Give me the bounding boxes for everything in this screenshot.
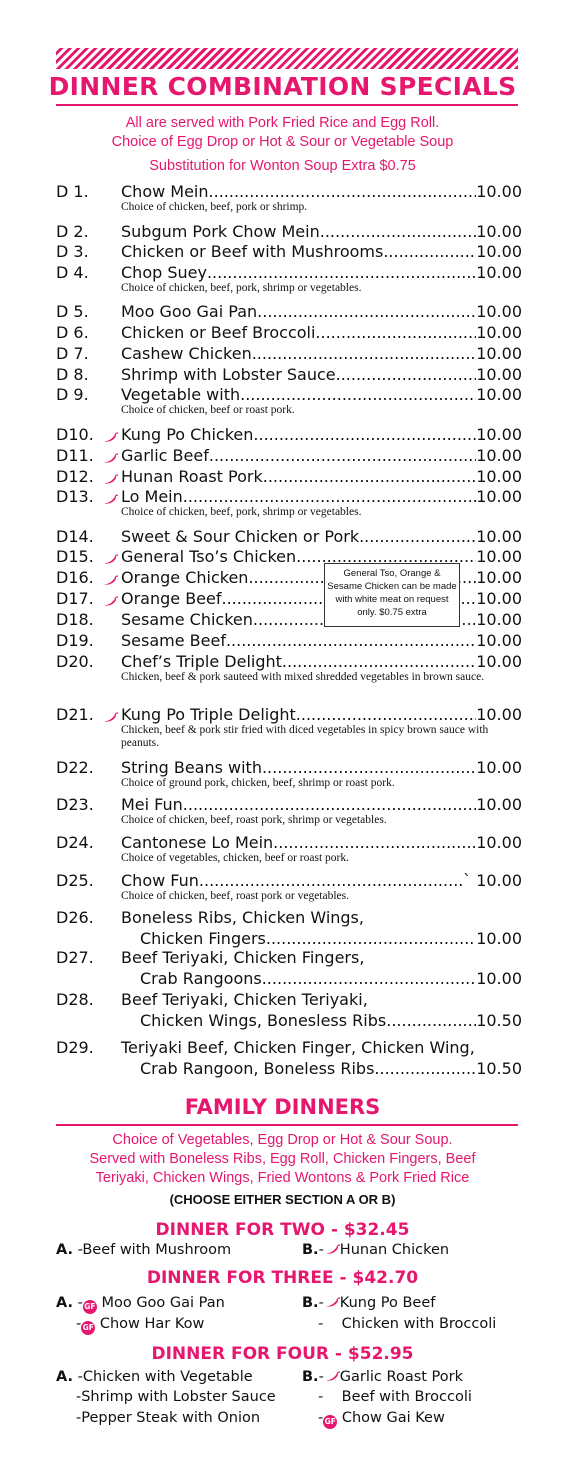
dot-leader — [374, 1059, 476, 1079]
item-line — [121, 568, 522, 588]
item-line — [121, 547, 522, 567]
pepper-icon — [324, 1294, 340, 1305]
item-line — [121, 263, 522, 283]
item-price: 10.00 — [476, 929, 522, 948]
item-code: D14. — [56, 527, 94, 546]
item-line — [121, 1038, 522, 1058]
item-code: D19. — [56, 631, 94, 650]
dot-leader — [199, 871, 463, 891]
dot-leader — [315, 323, 476, 343]
label-b: B. — [302, 1295, 319, 1311]
item-price: 10.00 — [476, 705, 522, 724]
pepper-icon — [102, 449, 118, 460]
subtitle-3: Substitution for Wonton Soup Extra $0.75 — [149, 158, 416, 174]
item-price: 10.50 — [476, 1059, 522, 1078]
item-name: Kung Po Triple Delight — [121, 705, 296, 724]
item-line — [121, 467, 522, 487]
item-code: D17. — [56, 589, 94, 608]
three-a1: A. -GF Moo Goo Gai Pan — [56, 1293, 225, 1314]
item-name: Cashew Chicken — [121, 344, 252, 363]
item-price: 10.00 — [476, 652, 522, 671]
item-line — [121, 908, 522, 928]
item-line — [121, 610, 522, 630]
item-name: Cantonese Lo Mein — [121, 833, 274, 852]
label-a: A. — [56, 1242, 73, 1258]
item-line — [121, 446, 522, 466]
item-code: D 6. — [56, 323, 89, 342]
item-price: 10.00 — [476, 969, 522, 988]
two-b: B.- Hunan Chicken — [302, 1242, 450, 1258]
four-b2-text: Beef with Broccoli — [341, 1389, 472, 1405]
item-line — [121, 758, 522, 778]
dot-leader — [266, 929, 476, 949]
item-name: Chicken or Beef Broccoli — [121, 323, 316, 342]
dot-leader — [226, 631, 476, 651]
item-line — [121, 302, 522, 322]
item-price: 10.00 — [476, 589, 522, 608]
item-name: Orange Beef — [121, 589, 222, 608]
item-code: D28. — [56, 990, 94, 1009]
item-name: Beef Teriyaki, Chicken Teriyaki, — [121, 990, 368, 1009]
label-b: B. — [302, 1242, 319, 1258]
label-a: A. — [56, 1369, 73, 1385]
item-code: D25. — [56, 871, 94, 890]
item-price: 10.00 — [476, 758, 522, 777]
subtitle-1: All are served with Pork Fried Rice and Egg Roll. — [125, 115, 440, 131]
item-name: Crab Rangoon, Boneless Ribs — [140, 1059, 375, 1078]
item-name: General Tso’s Chicken — [121, 547, 297, 566]
item-price: 10.00 — [476, 568, 522, 587]
item-code: D 9. — [56, 385, 89, 404]
dot-leader — [253, 425, 476, 445]
item-line — [121, 487, 522, 507]
three-a2-text: Chow Har Kow — [99, 1316, 205, 1332]
label-a: A. — [56, 1295, 73, 1311]
three-b2: - Chicken with Broccoli — [318, 1316, 497, 1332]
item-line — [121, 527, 522, 547]
item-code: D24. — [56, 833, 94, 852]
item-price: 10.00 — [476, 631, 522, 650]
dot-leader — [257, 302, 476, 322]
dinner-for-four-title: DINNER FOR FOUR - $52.95 — [151, 1344, 414, 1364]
item-code: D11. — [56, 446, 94, 465]
item-code: D26. — [56, 908, 94, 927]
item-description: Choice of ground pork, chicken, beef, shrimp or roast pork. — [121, 777, 395, 789]
item-code: D21. — [56, 705, 94, 724]
item-line — [121, 242, 522, 262]
item-line — [121, 833, 522, 853]
two-a — [56, 1240, 231, 1261]
four-a1 — [56, 1367, 253, 1388]
item-code: D20. — [56, 652, 94, 671]
item-name: Lo Mein — [121, 487, 183, 506]
item-price: 10.00 — [476, 344, 522, 363]
item-price: 10.00 — [476, 323, 522, 342]
item-name: Moo Goo Gai Pan — [121, 302, 258, 321]
item-line — [121, 182, 522, 202]
item-description: Choice of chicken, beef, pork or shrimp. — [121, 201, 308, 213]
item-code: D15. — [56, 547, 94, 566]
item-name: Mei Fun — [121, 795, 183, 814]
menu-title: DINNER COMBINATION SPECIALS — [48, 72, 517, 101]
label-b: B. — [302, 1369, 319, 1385]
item-price: 10.00 — [476, 547, 522, 566]
dot-leader — [296, 705, 476, 725]
item-code: D10. — [56, 425, 94, 444]
family-sub-1: Choice of Vegetables, Egg Drop or Hot & Sour Soup. — [112, 1132, 453, 1148]
pepper-icon — [102, 470, 118, 481]
dot-leader — [207, 263, 476, 283]
three-b2-text: Chicken with Broccoli — [341, 1316, 497, 1332]
item-line — [121, 871, 522, 891]
item-code: D12. — [56, 467, 94, 486]
dot-leader — [262, 969, 476, 989]
item-description: Chicken, beef & pork stir fried with diced vegetables in spicy brown sauce with peanuts. — [121, 724, 489, 749]
gf-icon: GF — [81, 1321, 95, 1335]
pepper-icon — [102, 550, 118, 561]
four-a3: -Pepper Steak with Onion — [76, 1410, 261, 1426]
item-name: String Beans with — [121, 758, 262, 777]
dot-leader — [183, 795, 476, 815]
item-line — [121, 631, 522, 651]
dot-leader — [320, 222, 476, 242]
pepper-icon — [102, 708, 118, 719]
dot-leader — [359, 527, 476, 547]
item-price: 10.00 — [476, 365, 522, 384]
dinner-for-two-title: DINNER FOR TWO - $32.45 — [155, 1220, 410, 1240]
item-line — [140, 969, 522, 989]
header-stripe — [56, 48, 518, 69]
item-price: 10.00 — [476, 263, 522, 282]
item-code: D 1. — [56, 182, 89, 201]
item-code: D 2. — [56, 222, 89, 241]
item-line — [121, 990, 522, 1010]
family-sub-2: Served with Boneless Ribs, Egg Roll, Chicken Fingers, Beef — [89, 1151, 476, 1167]
item-code: D18. — [56, 610, 94, 629]
item-code: D 8. — [56, 365, 89, 384]
item-line — [121, 948, 522, 968]
dot-leader — [336, 365, 477, 385]
pepper-icon — [324, 1368, 340, 1379]
item-code: D 3. — [56, 242, 89, 261]
item-name: Garlic Beef — [121, 446, 209, 465]
four-b1-text: Garlic Roast Pork — [339, 1369, 464, 1385]
item-name: Chop Suey — [121, 263, 207, 282]
pepper-icon — [102, 428, 118, 439]
dinner-for-three-title: DINNER FOR THREE - $42.70 — [146, 1268, 419, 1288]
item-description: Choice of chicken, beef, pork, shrimp or vegetables. — [121, 282, 362, 294]
item-description: Chicken, beef & pork sauteed with mixed shredded vegetables in brown sauce. — [121, 671, 485, 683]
family-rule — [56, 1124, 518, 1126]
dot-leader — [209, 446, 476, 466]
item-code: D22. — [56, 758, 94, 777]
item-name: Subgum Pork Chow Mein — [121, 222, 320, 241]
item-code: D29. — [56, 1038, 94, 1057]
item-code: D13. — [56, 487, 94, 506]
item-price: 10.00 — [476, 242, 522, 261]
item-price: 10.00 — [476, 487, 522, 506]
three-b1: B.- Kung Po Beef — [302, 1295, 436, 1311]
item-line — [121, 705, 522, 725]
item-price: 10.00 — [476, 446, 522, 465]
dot-leader — [262, 758, 476, 778]
item-price: 10.00 — [476, 182, 522, 201]
item-price: 10.00 — [476, 527, 522, 546]
pepper-icon — [102, 490, 118, 501]
four-b1: B.- Garlic Roast Pork — [302, 1369, 464, 1385]
item-line — [140, 1059, 522, 1079]
item-description: Choice of chicken, beef, roast pork, shrimp or vegetables. — [121, 814, 387, 826]
subtitle-2: Choice of Egg Drop or Hot & Sour or Vegetable Soup — [111, 134, 454, 150]
item-name: Chow Mein — [121, 182, 209, 201]
item-name: Teriyaki Beef, Chicken Finger, Chicken Wing, — [121, 1038, 475, 1057]
item-price: 10.50 — [476, 1011, 522, 1030]
white-meat-note: General Tso, Orange & Sesame Chicken can be made with white meat on request only. $0.75 extra — [324, 563, 460, 627]
item-line — [121, 652, 522, 672]
three-b1-text: Kung Po Beef — [339, 1295, 436, 1311]
item-line — [121, 589, 522, 609]
gf-icon: GF — [83, 1300, 97, 1314]
item-code: D 4. — [56, 263, 89, 282]
pepper-icon — [324, 1241, 340, 1252]
four-a1-text: -Chicken with Vegetable — [77, 1369, 253, 1385]
dot-leader — [240, 385, 476, 405]
item-name: Chow Fun — [121, 871, 199, 890]
dot-leader — [209, 182, 477, 202]
item-line — [121, 222, 522, 242]
item-price: 10.00 — [476, 467, 522, 486]
item-code: D23. — [56, 795, 94, 814]
four-b3-text: Chow Gai Kew — [341, 1410, 445, 1426]
item-description: Choice of chicken, beef or roast pork. — [121, 404, 295, 416]
dot-leader — [273, 833, 476, 853]
item-price: 10.00 — [476, 833, 522, 852]
item-line — [121, 323, 522, 343]
item-name: Sesame Beef — [121, 631, 226, 650]
family-title: FAMILY DINNERS — [184, 1095, 381, 1119]
gf-icon: GF — [323, 1415, 337, 1429]
pepper-icon — [102, 592, 118, 603]
item-name: Chef’s Triple Delight — [121, 652, 282, 671]
item-code: D16. — [56, 568, 94, 587]
item-name: Shrimp with Lobster Sauce — [121, 365, 336, 384]
dot-leader — [183, 487, 476, 507]
item-name: Crab Rangoons — [140, 969, 262, 988]
item-code: D27. — [56, 948, 94, 967]
dot-leader — [383, 242, 476, 262]
item-line — [121, 365, 522, 385]
four-a2: -Shrimp with Lobster Sauce — [76, 1389, 276, 1405]
three-a2: -GF Chow Har Kow — [76, 1314, 204, 1335]
item-name: Beef Teriyaki, Chicken Fingers, — [121, 948, 365, 967]
two-a1: -Beef with Mushroom — [77, 1242, 232, 1258]
dot-leader — [252, 344, 476, 364]
title-rule — [56, 104, 518, 106]
item-name: Boneless Ribs, Chicken Wings, — [121, 908, 364, 927]
item-price: 10.00 — [476, 610, 522, 629]
item-price: 10.00 — [476, 795, 522, 814]
item-description: Choice of chicken, beef, pork, shrimp or vegetables. — [121, 506, 362, 518]
item-line — [121, 385, 522, 405]
item-description: Choice of vegetables, chicken, beef or roast pork. — [121, 852, 349, 864]
item-line — [140, 1011, 522, 1031]
item-price: 10.00 — [476, 385, 522, 404]
item-line — [140, 929, 522, 949]
two-b1: Hunan Chicken — [339, 1242, 450, 1258]
pepper-icon — [102, 571, 118, 582]
item-name: Vegetable with — [121, 385, 241, 404]
item-description: Choice of chicken, beef, roast pork or vegetables. — [121, 890, 349, 902]
item-line — [121, 344, 522, 364]
item-price: 10.00 — [476, 222, 522, 241]
four-b2: - Beef with Broccoli — [318, 1389, 472, 1405]
item-line — [121, 425, 522, 445]
item-name: Sweet & Sour Chicken or Pork — [121, 527, 360, 546]
item-name: Chicken Wings, Bonesless Ribs — [140, 1011, 387, 1030]
item-name: Orange Chicken — [121, 568, 249, 587]
item-name: Hunan Roast Pork — [121, 467, 263, 486]
item-code: D 7. — [56, 344, 89, 363]
item-price: 10.00 — [476, 425, 522, 444]
item-price: 10.00 — [476, 302, 522, 321]
item-name: Chicken Fingers — [140, 929, 266, 948]
family-sub-3: Teriyaki, Chicken Wings, Fried Wontons & Pork Fried Rice — [95, 1170, 470, 1186]
item-name: Kung Po Chicken — [121, 425, 254, 444]
item-code: D 5. — [56, 302, 89, 321]
item-name: Sesame Chicken — [121, 610, 253, 629]
choose-section: (CHOOSE EITHER SECTION A OR B) — [169, 1192, 396, 1207]
dot-leader — [263, 467, 476, 487]
item-name: Chicken or Beef with Mushrooms — [121, 242, 384, 261]
item-line — [121, 795, 522, 815]
four-b3: -GF Chow Gai Kew — [318, 1408, 445, 1429]
dot-leader — [282, 652, 476, 672]
three-a1-text: Moo Goo Gai Pan — [101, 1295, 225, 1311]
dot-leader — [386, 1011, 476, 1031]
item-price: ` 10.00 — [463, 871, 522, 890]
